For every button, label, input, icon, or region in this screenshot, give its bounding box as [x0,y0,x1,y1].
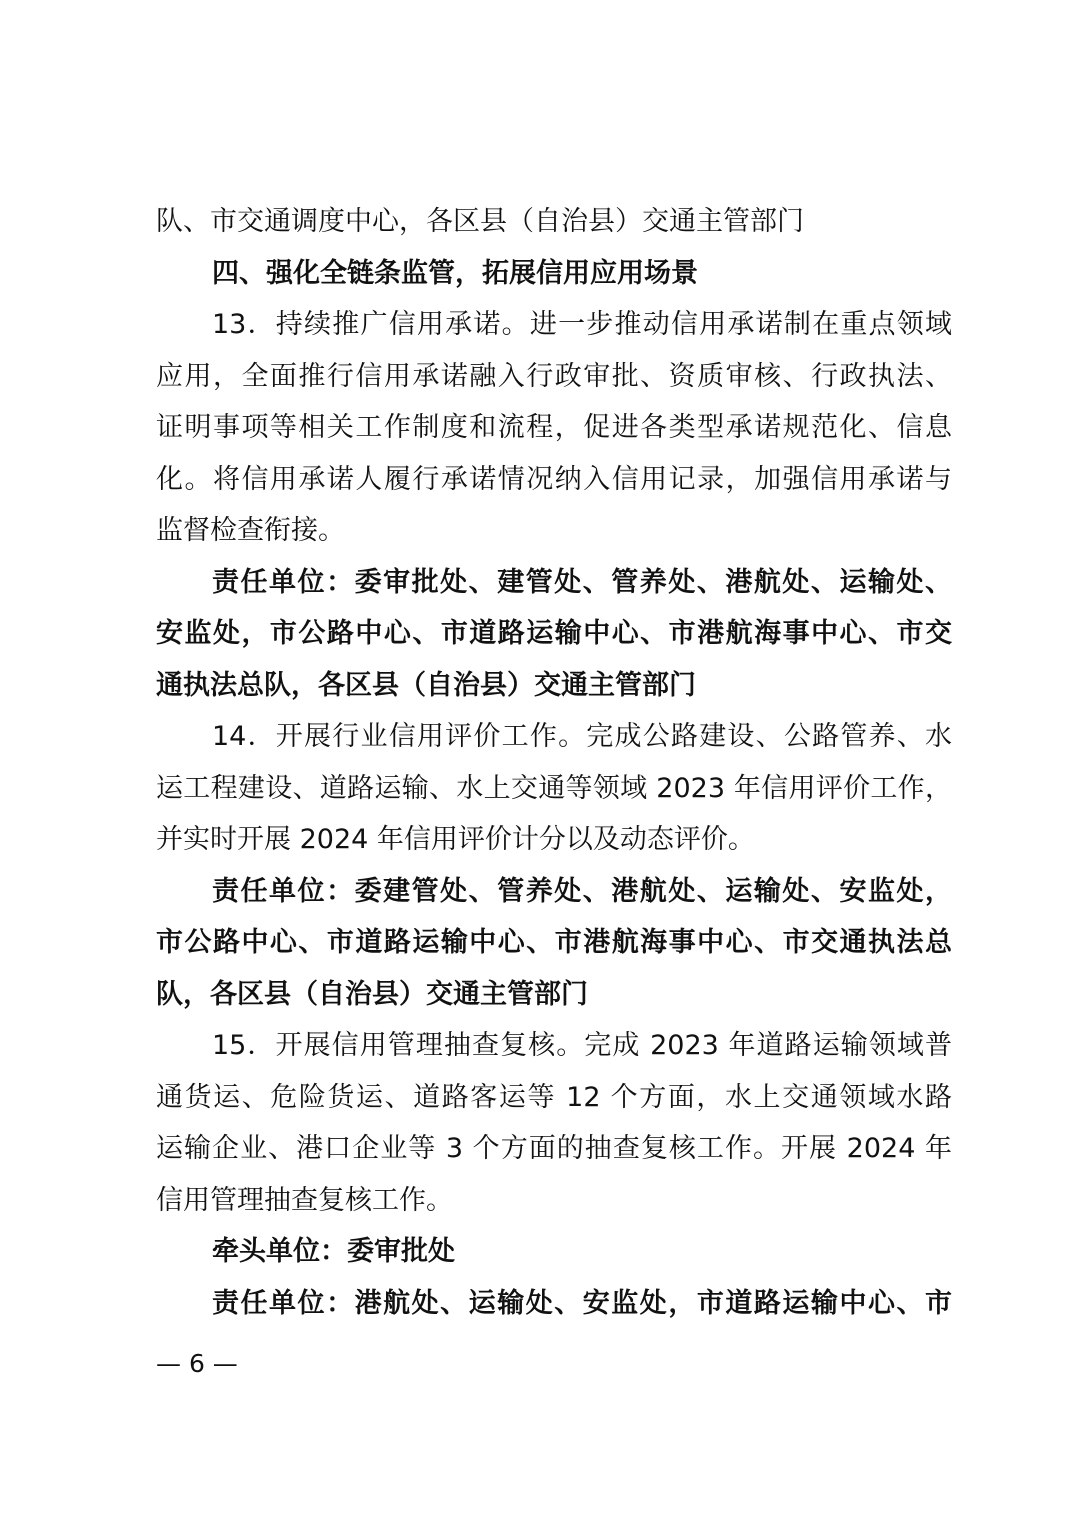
body-line: 14．开展行业信用评价工作。完成公路建设、公路管养、水 [212,721,952,752]
responsible-units-line: 责任单位：委建管处、管养处、港航处、运输处、安监处， [212,875,952,907]
body-line: 监督检查衔接。 [156,515,345,546]
body-line: 并实时开展 2024 年信用评价计分以及动态评价。 [156,824,755,855]
section-heading: 四、强化全链条监管，拓展信用应用场景 [212,257,698,289]
lead-unit-line: 牵头单位：委审批处 [212,1236,455,1267]
responsible-units-line: 市公路中心、市道路运输中心、市港航海事中心、市交通执法总 [156,927,952,958]
body-line: 信用管理抽查复核工作。 [156,1184,453,1216]
responsible-units-line: 责任单位：港航处、运输处、安监处，市道路运输中心、市 [212,1287,952,1319]
body-line: 队、市交通调度中心，各区县（自治县）交通主管部门 [156,206,804,237]
responsible-units-line: 安监处，市公路中心、市道路运输中心、市港航海事中心、市交 [156,618,952,649]
body-line: 通货运、危险货运、道路客运等 12 个方面，水上交通领域水路 [156,1081,952,1113]
page-number: — 6 — [156,1349,238,1378]
responsible-units-line: 队，各区县（自治县）交通主管部门 [156,978,588,1010]
body-line: 证明事项等相关工作制度和流程，促进各类型承诺规范化、信息 [156,412,952,443]
document-body [156,196,952,1329]
responsible-units-line: 通执法总队，各区县（自治县）交通主管部门 [156,669,696,701]
responsible-units-line: 责任单位：委审批处、建管处、管养处、港航处、运输处、 [212,566,952,598]
body-line: 15．开展信用管理抽查复核。完成 2023 年道路运输领域普 [212,1030,952,1061]
body-line: 化。将信用承诺人履行承诺情况纳入信用记录，加强信用承诺与 [156,463,952,495]
body-line: 13．持续推广信用承诺。进一步推动信用承诺制在重点领域 [212,309,952,340]
body-line: 运工程建设、道路运输、水上交通等领域 2023 年信用评价工作， [156,772,952,804]
body-line: 运输企业、港口企业等 3 个方面的抽查复核工作。开展 2024 年 [156,1133,952,1164]
body-line: 应用，全面推行信用承诺融入行政审批、资质审核、行政执法、 [156,360,952,392]
